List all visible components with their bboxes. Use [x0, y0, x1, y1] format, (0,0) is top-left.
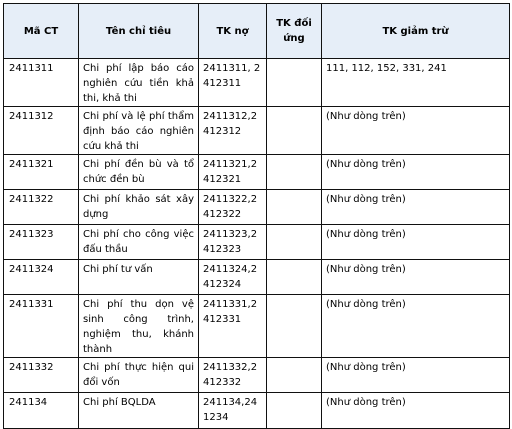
- cell-contra: [267, 260, 322, 295]
- cell-code: 2411331: [4, 295, 79, 358]
- table-row: [4, 393, 510, 429]
- cell-contra: [267, 295, 322, 358]
- cell-contra: [267, 59, 322, 107]
- cell-name: Chi phí thực hiện qui đổi vốn: [79, 358, 199, 393]
- header-code: Mã CT: [4, 4, 79, 59]
- table-row: [4, 358, 510, 393]
- cell-name: Chi phí thu dọn vệ sinh công trình, nghiệm thu, khánh thành: [79, 295, 199, 358]
- cell-debit: 2411331,2412331: [199, 295, 267, 358]
- cell-code: 2411322: [4, 190, 79, 225]
- cell-contra: [267, 107, 322, 155]
- cell-debit: 2411323,2412323: [199, 225, 267, 260]
- cell-debit: 2411324,2412324: [199, 260, 267, 295]
- header-debit: TK nợ: [199, 4, 267, 59]
- cell-debit: 2411312,2412312: [199, 107, 267, 155]
- cell-code: 2411323: [4, 225, 79, 260]
- cell-name: Chi phí BQLDA: [79, 393, 199, 429]
- cell-debit: 2411311, 2412311: [199, 59, 267, 107]
- cell-deduct: (Như dòng trên): [322, 190, 510, 225]
- cell-code: 2411312: [4, 107, 79, 155]
- cell-contra: [267, 190, 322, 225]
- cell-contra: [267, 358, 322, 393]
- cell-contra: [267, 225, 322, 260]
- cell-debit: 2411321,2412321: [199, 155, 267, 190]
- cell-code: 2411321: [4, 155, 79, 190]
- cell-code: 241134: [4, 393, 79, 429]
- cell-code: 2411311: [4, 59, 79, 107]
- table-row: [4, 59, 510, 107]
- cell-name: Chi phí lập báo cáo nghiên cứu tiền khả thi, khả thi: [79, 59, 199, 107]
- cell-deduct: (Như dòng trên): [322, 107, 510, 155]
- table-row: [4, 107, 510, 155]
- cell-deduct: (Như dòng trên): [322, 225, 510, 260]
- cell-deduct: (Như dòng trên): [322, 393, 510, 429]
- account-mapping-table: [3, 3, 510, 429]
- cell-name: Chi phí cho công việc đấu thầu: [79, 225, 199, 260]
- cell-debit: 2411322,2412322: [199, 190, 267, 225]
- cell-name: Chi phí tư vấn: [79, 260, 199, 295]
- cell-contra: [267, 155, 322, 190]
- table-row: [4, 260, 510, 295]
- cell-deduct: (Như dòng trên): [322, 260, 510, 295]
- header-name: Tên chỉ tiêu: [79, 4, 199, 59]
- table-row: [4, 190, 510, 225]
- cell-deduct: (Như dòng trên): [322, 155, 510, 190]
- cell-debit: 2411332,2412332: [199, 358, 267, 393]
- cell-code: 2411332: [4, 358, 79, 393]
- header-contra: TK đối ứng: [267, 4, 322, 59]
- cell-contra: [267, 393, 322, 429]
- table-row: [4, 295, 510, 358]
- header-deduct: TK giảm trừ: [322, 4, 510, 59]
- cell-name: Chi phí và lệ phí thẩm định báo cáo nghiên cứu khả thi: [79, 107, 199, 155]
- cell-deduct: (Như dòng trên): [322, 358, 510, 393]
- table-row: [4, 225, 510, 260]
- header-row: [4, 4, 510, 59]
- table-row: [4, 155, 510, 190]
- cell-deduct: 111, 112, 152, 331, 241: [322, 59, 510, 107]
- cell-name: Chi phí khảo sát xây dựng: [79, 190, 199, 225]
- cell-deduct: (Như dòng trên): [322, 295, 510, 358]
- cell-name: Chi phí đền bù và tổ chức đền bù: [79, 155, 199, 190]
- cell-debit: 241134,241234: [199, 393, 267, 429]
- cell-code: 2411324: [4, 260, 79, 295]
